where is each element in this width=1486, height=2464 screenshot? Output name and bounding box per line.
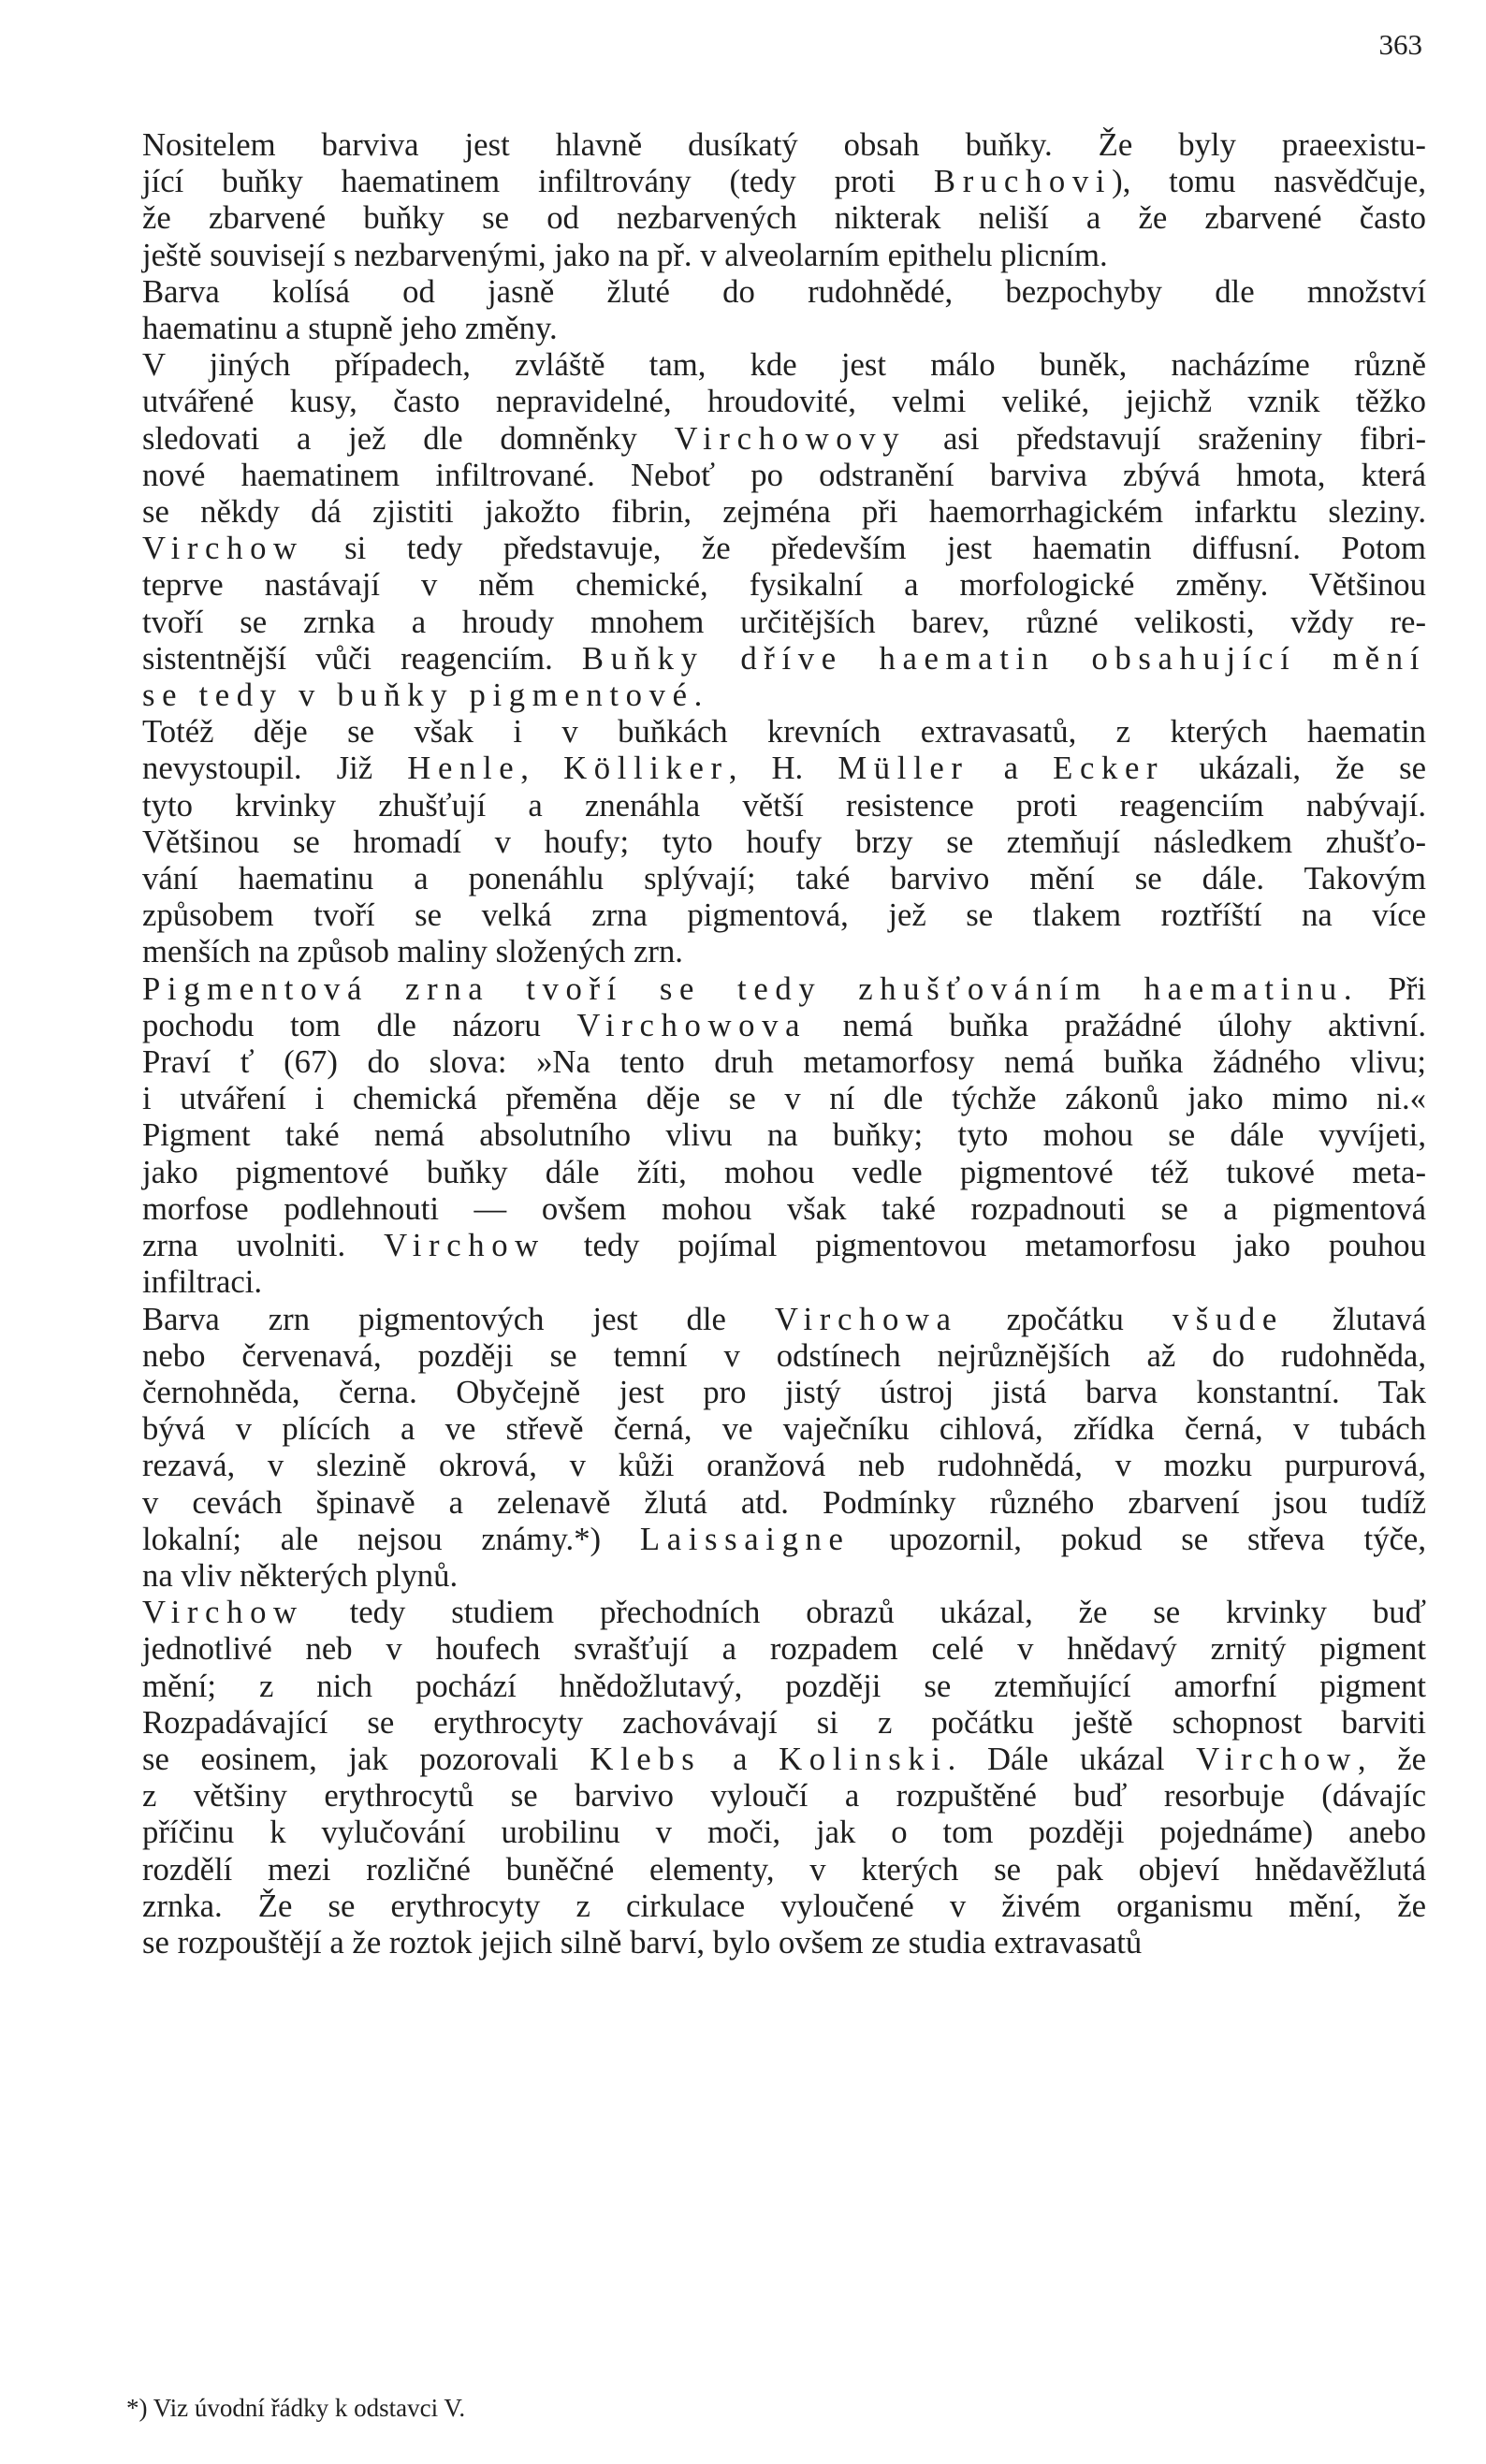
text-run: ), tomu nasvědčuje, bbox=[1112, 163, 1426, 200]
text-run: , bbox=[520, 750, 564, 787]
text-run: vání haematinu a ponenáhlu splývají; také barvivo mění se dále. Takovým bbox=[142, 860, 1426, 897]
paragraph bbox=[58, 126, 1426, 273]
text-run: a bbox=[701, 1740, 779, 1777]
text-run: tyto krvinky zhušťují a znenáhla větší resistence proti reagenciím nabývají. bbox=[142, 786, 1426, 824]
text-line bbox=[58, 1814, 1426, 1850]
text-line bbox=[58, 824, 1426, 860]
text-run: Rozpadávající se erythrocyty zachovávají si z počátku ještě schopnost barviti bbox=[142, 1703, 1426, 1741]
text-run: , H. bbox=[728, 750, 838, 787]
text-line bbox=[58, 1630, 1426, 1667]
spaced-emphasis: Müller bbox=[838, 750, 969, 787]
text-line bbox=[58, 677, 1426, 713]
text-run: . Dále ukázal bbox=[947, 1740, 1197, 1777]
text-run: z většiny erythrocytů se barvivo vyloučí a rozpuštěné buď resorbuje (dávajíc bbox=[142, 1777, 1426, 1815]
text-line bbox=[58, 1154, 1426, 1190]
text-run: nevystoupil. Již bbox=[142, 750, 408, 787]
text-run: Barva zrn pigmentových jest dle bbox=[142, 1300, 775, 1337]
footnote: *) Viz úvodní řádky k odstavci V. bbox=[126, 2394, 466, 2422]
text-run: infiltraci. bbox=[142, 1263, 263, 1301]
text-line bbox=[58, 750, 1426, 786]
text-run: tedy pojímal pigmentovou metamorfosu jako pouhou bbox=[545, 1227, 1426, 1264]
text-run: sistentnější vůči reagenciím. bbox=[142, 639, 582, 677]
text-line bbox=[58, 1888, 1426, 1924]
text-line bbox=[58, 310, 1426, 346]
text-run: způsobem tvoří se velká zrna pigmentová, jež se tlakem roztříští na více bbox=[142, 897, 1426, 934]
text-run: rozdělí mezi rozličné buněčné elementy, v kterých se pak objeví hnědavěžlutá bbox=[142, 1850, 1426, 1888]
text-line bbox=[58, 383, 1426, 419]
text-line bbox=[58, 530, 1426, 566]
text-line bbox=[58, 787, 1426, 824]
text-run: haematinu a stupně jeho změny. bbox=[142, 310, 558, 347]
spaced-emphasis: Pigmentová zrna tvoří se tedy zhušťováním haematinu. bbox=[142, 970, 1360, 1007]
text-run: mění; z nich pochází hnědožlutavý, později se ztemňující amorfní pigment bbox=[142, 1667, 1426, 1704]
paragraph bbox=[58, 713, 1426, 970]
text-run: nové haematinem infiltrované. Neboť po odstranění barviva zbývá hmota, která bbox=[142, 456, 1426, 493]
spaced-emphasis: Laissaigne bbox=[639, 1520, 851, 1557]
text-run: jako pigmentové buňky dále žíti, mohou vedle pigmentové též tukové meta- bbox=[142, 1153, 1426, 1190]
text-line bbox=[58, 1116, 1426, 1153]
text-run: jednotlivé neb v houfech svrašťují a rozpadem celé v hnědavý zrnitý pigment bbox=[142, 1630, 1426, 1668]
text-line bbox=[58, 346, 1426, 383]
text-run: zpočátku bbox=[957, 1300, 1173, 1337]
spaced-emphasis: Virchowa bbox=[774, 1300, 958, 1337]
text-run: asi představují sraženiny fibri- bbox=[906, 419, 1426, 457]
text-run: nebo červenavá, později se temní v odstínech nejrůznějších až do rudohněda, bbox=[142, 1336, 1426, 1374]
spaced-emphasis: Buňky dříve haematin obsahující mění bbox=[581, 639, 1426, 677]
text-run: na vliv některých plynů. bbox=[142, 1556, 459, 1594]
text-run: i utváření i chemická přeměna děje se v ní dle týchže zákonů jako mimo ni.« bbox=[142, 1080, 1426, 1117]
text-line bbox=[58, 640, 1426, 677]
text-line bbox=[58, 420, 1426, 457]
text-line bbox=[58, 1227, 1426, 1263]
paragraph bbox=[58, 273, 1426, 346]
text-line bbox=[58, 713, 1426, 750]
text-run: teprve nastávají v něm chemické, fysikalní a morfologické změny. Většinou bbox=[142, 566, 1426, 604]
text-line bbox=[58, 457, 1426, 493]
text-line bbox=[58, 897, 1426, 933]
paragraph bbox=[58, 346, 1426, 713]
text-line bbox=[58, 1741, 1426, 1777]
spaced-emphasis: Virchowova bbox=[576, 1006, 808, 1043]
spaced-emphasis: Henle bbox=[407, 750, 521, 787]
text-line bbox=[58, 860, 1426, 897]
text-run: menších na způsob maliny složených zrn. bbox=[142, 933, 683, 970]
spaced-emphasis: Klebs bbox=[590, 1740, 702, 1777]
text-run: nemá buňka pražádné úlohy aktivní. bbox=[807, 1006, 1426, 1043]
text-line bbox=[58, 1851, 1426, 1888]
text-run: tedy studiem přechodních obrazů ukázal, že se krvinky buď bbox=[303, 1594, 1426, 1631]
text-run: sledovati a jež dle domněnky bbox=[142, 419, 675, 457]
text-run: Praví ť (67) do slova: »Na tento druh metamorfosy nemá buňka žádného vlivu; bbox=[142, 1043, 1426, 1081]
text-run: že zbarvené buňky se od nezbarvených nikterak neliší a že zbarvené často bbox=[142, 199, 1426, 237]
text-run: pochodu tom dle názoru bbox=[142, 1006, 577, 1043]
text-line bbox=[58, 1557, 1426, 1594]
text-line bbox=[58, 1190, 1426, 1227]
text-line bbox=[58, 493, 1426, 530]
text-run: V jiných případech, zvláště tam, kde jest málo buněk, nacházíme různě bbox=[142, 346, 1426, 384]
text-line bbox=[58, 1080, 1426, 1116]
text-run: Při bbox=[1359, 970, 1426, 1007]
text-run: , že bbox=[1357, 1740, 1426, 1777]
text-line bbox=[58, 566, 1426, 603]
paragraph bbox=[58, 1301, 1426, 1595]
spaced-emphasis: Ecker bbox=[1053, 750, 1165, 787]
spaced-emphasis: Virchowovy bbox=[674, 419, 907, 457]
text-run: si tedy představuje, že především jest haematin diffusní. Potom bbox=[303, 530, 1426, 567]
spaced-emphasis: Virchow bbox=[384, 1227, 546, 1264]
text-line bbox=[58, 1484, 1426, 1521]
text-line bbox=[58, 933, 1426, 970]
text-run: ukázali, že se bbox=[1164, 750, 1426, 787]
text-run: zrnka. Že se erythrocyty z cirkulace vyloučené v živém organismu mění, že bbox=[142, 1887, 1426, 1924]
text-line bbox=[58, 163, 1426, 199]
text-line bbox=[58, 199, 1426, 236]
text-line bbox=[58, 1263, 1426, 1300]
text-line bbox=[58, 1668, 1426, 1704]
text-line bbox=[58, 1007, 1426, 1043]
text-line bbox=[58, 1521, 1426, 1557]
page-number: 363 bbox=[1378, 28, 1422, 61]
spaced-emphasis: Virchow bbox=[142, 530, 304, 567]
text-run: příčinu k vylučování urobilinu v moči, jak o tom později pojednáme) anebo bbox=[142, 1814, 1426, 1851]
text-run: se eosinem, jak pozorovali bbox=[142, 1740, 590, 1777]
text-line bbox=[58, 604, 1426, 640]
spaced-emphasis: Kolinski bbox=[779, 1740, 948, 1777]
text-run: lokalní; ale nejsou známy.*) bbox=[142, 1520, 640, 1557]
text-run: a bbox=[969, 750, 1054, 787]
text-line bbox=[58, 1043, 1426, 1080]
body-text bbox=[58, 126, 1426, 1961]
spaced-emphasis: všude bbox=[1172, 1300, 1284, 1337]
spaced-emphasis: Virchow bbox=[142, 1594, 304, 1631]
text-run: Většinou se hromadí v houfy; tyto houfy brzy se ztemňují následkem zhušťo- bbox=[142, 823, 1426, 860]
text-run: jící buňky haematinem infiltrovány (tedy proti bbox=[142, 163, 934, 200]
text-run: žlutavá bbox=[1283, 1300, 1426, 1337]
text-run: upozornil, pokud se střeva týče, bbox=[850, 1520, 1426, 1557]
spaced-emphasis: Virchow bbox=[1196, 1740, 1358, 1777]
text-run: zrna uvolniti. bbox=[142, 1227, 385, 1264]
text-line bbox=[58, 970, 1426, 1007]
spaced-emphasis: Kölliker bbox=[563, 750, 729, 787]
text-line bbox=[58, 126, 1426, 163]
spaced-emphasis: se tedy v buňky pigmentové. bbox=[142, 677, 709, 714]
text-run: bývá v plících a ve střevě černá, ve vaječníku cihlová, zřídka černá, v tubách bbox=[142, 1410, 1426, 1448]
text-run: rezavá, v slezině okrová, v kůži oranžová neb rudohnědá, v mozku purpurová, bbox=[142, 1447, 1426, 1484]
paragraph bbox=[58, 970, 1426, 1301]
text-line bbox=[58, 1447, 1426, 1483]
text-run: se někdy dá zjistiti jakožto fibrin, zejména při haemorrhagickém infarktu sleziny. bbox=[142, 493, 1426, 531]
text-run: v cevách špinavě a zelenavě žlutá atd. Podmínky různého zbarvení jsou tudíž bbox=[142, 1483, 1426, 1521]
text-run: tvoří se zrnka a hroudy mnohem určitějších barev, různé velikosti, vždy re- bbox=[142, 603, 1426, 640]
text-run: Pigment také nemá absolutního vlivu na buňky; tyto mohou se dále vyvíjeti, bbox=[142, 1116, 1426, 1154]
text-line bbox=[58, 1410, 1426, 1447]
text-line bbox=[58, 237, 1426, 273]
text-line bbox=[58, 1301, 1426, 1337]
text-run: utvářené kusy, často nepravidelné, hroudovité, velmi veliké, jejichž vznik těžko bbox=[142, 383, 1426, 420]
text-run: Barva kolísá od jasně žluté do rudohnědé, bezpochyby dle množství bbox=[142, 272, 1426, 310]
text-line bbox=[58, 1924, 1426, 1961]
text-run: ještě souvisejí s nezbarvenými, jako na př. v alveolarním epithelu plicním. bbox=[142, 236, 1108, 273]
text-line bbox=[58, 1594, 1426, 1630]
text-run: morfose podlehnouti — ovšem mohou však také rozpadnouti se a pigmentová bbox=[142, 1189, 1426, 1227]
text-run: černohněda, černa. Obyčejně jest pro jistý ústroj jistá barva konstantní. Tak bbox=[142, 1373, 1426, 1410]
text-run: Totéž děje se však i v buňkách krevních extravasatů, z kterých haematin bbox=[142, 713, 1426, 751]
spaced-emphasis: Bruchovi bbox=[933, 163, 1113, 200]
paragraph bbox=[58, 1594, 1426, 1961]
text-line bbox=[58, 1777, 1426, 1814]
text-line bbox=[58, 273, 1426, 310]
text-line bbox=[58, 1337, 1426, 1374]
text-line bbox=[58, 1374, 1426, 1410]
text-line bbox=[58, 1704, 1426, 1741]
text-run: Nositelem barviva jest hlavně dusíkatý obsah buňky. Že byly praeexistu- bbox=[142, 126, 1426, 163]
text-run: se rozpouštějí a že roztok jejich silně barví, bylo ovšem ze studia extravasatů bbox=[142, 1923, 1143, 1961]
